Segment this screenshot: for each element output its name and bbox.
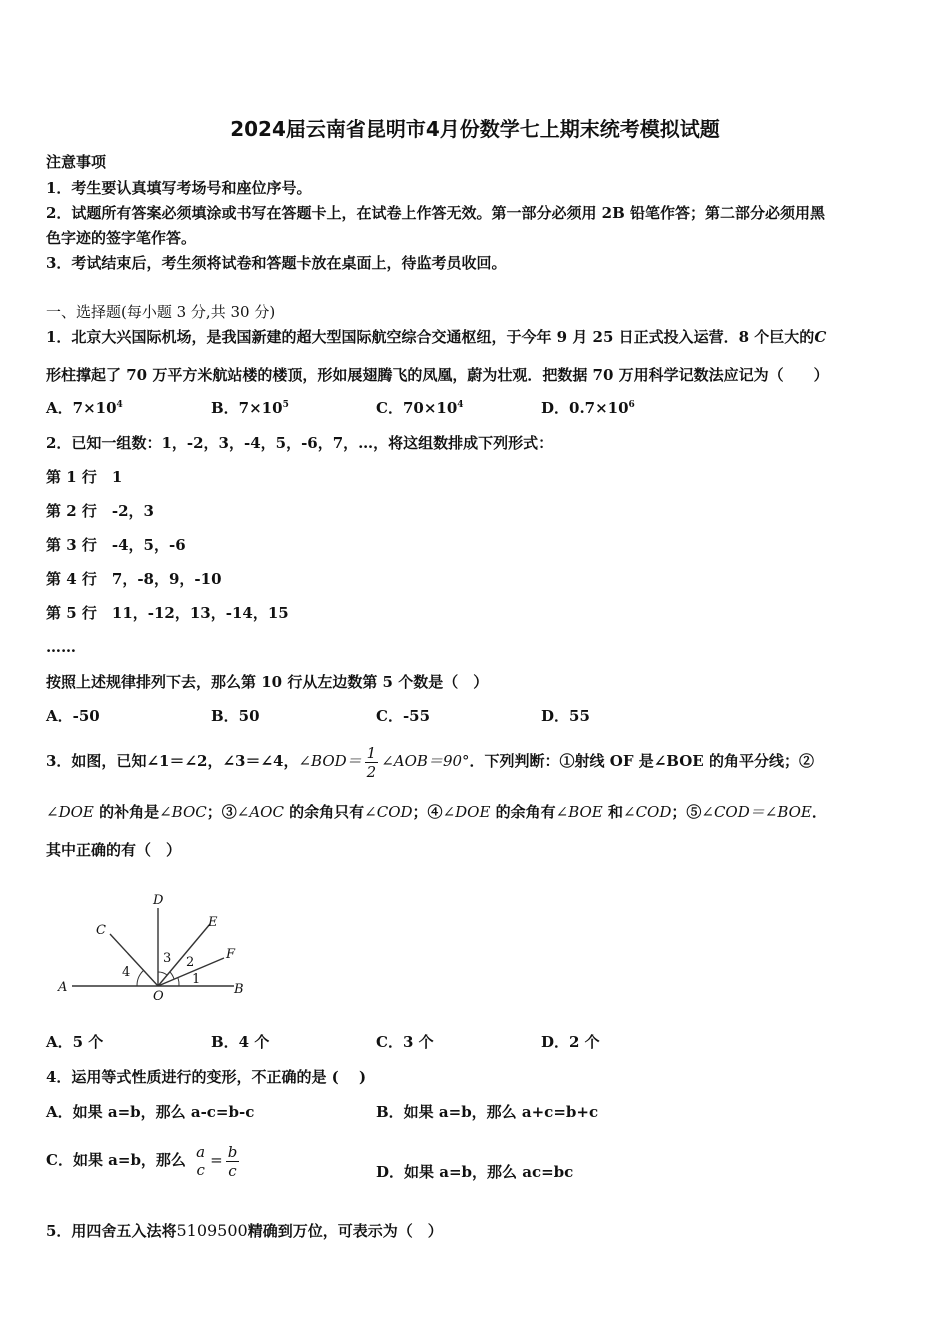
angle-arc-4: [137, 970, 144, 986]
q2-row: 第 5 行 11，-12，13，-14，15: [46, 604, 289, 622]
label-3: 3: [163, 951, 172, 966]
q4-option-d: D．如果 a=b，那么 ac=bc: [376, 1163, 574, 1181]
q3-line2-segment: ∠BOE: [555, 803, 603, 821]
label-2: 2: [186, 955, 195, 970]
q3-line2-segment: ∠DOE: [46, 803, 94, 821]
q3-line2-segment: ．: [811, 803, 827, 821]
page-title: 2024届云南省昆明市4月份数学七上期末统考模拟试题: [230, 117, 720, 141]
label-c: C: [96, 923, 106, 938]
q3-line2-segment: ∠DOE: [442, 803, 491, 821]
q1-c-letter: C: [814, 328, 827, 346]
q2-stem: 2．已知一组数：1，-2，3，-4，5，-6，7，…，将这组数排成下列形式：: [46, 434, 554, 452]
q2-option-c: C．-55: [376, 707, 431, 725]
q3-stem-line3: 其中正确的有（ ）: [46, 841, 182, 859]
q4-option-b: B．如果 a=b，那么 a+c=b+c: [376, 1103, 599, 1121]
q1-stem-line2: 形柱撑起了 70 万平方米航站楼的楼顶，形如展翅腾飞的凤凰，蔚为壮观．把数据 70 万用科学记数法应记为（ ）: [46, 366, 829, 384]
q3-stem-line2: [46, 802, 827, 822]
q3-option-a: A．5 个: [46, 1033, 104, 1051]
q1-option-d: D．$0.7\times 10^6$: [541, 399, 635, 417]
q3-line2-segment: ∠COD: [364, 803, 413, 821]
label-a: A: [58, 980, 68, 995]
notice-item: 1．考生要认真填写考场号和座位序号。: [46, 179, 312, 197]
q4-option-a: A．如果 a=b，那么 a-c=b-c: [46, 1103, 255, 1121]
q3-line2-segment: ∠COD＝∠BOE: [701, 803, 812, 821]
notice-item: 3．考试结束后，考生须将试卷和答题卡放在桌面上，待监考员收回。: [46, 254, 507, 272]
q1-option-c: C．$70\times 10^4$: [376, 399, 464, 417]
label-f: F: [226, 947, 236, 962]
q3-line2-segment: 和: [602, 803, 623, 821]
q2-ellipsis: ……: [46, 638, 76, 656]
q3-line2-segment: 的余角有: [490, 803, 556, 821]
angle-arc-3: [158, 972, 167, 975]
q3-line2-segment: ；③: [206, 803, 237, 821]
label-e: E: [208, 915, 218, 930]
ray-oc: [110, 934, 158, 986]
q3-line2-segment: ∠COD: [623, 803, 672, 821]
q4-stem: 4．运用等式性质进行的变形，不正确的是 ( ): [46, 1068, 367, 1086]
notice-item: 2．试题所有答案必须填涂或书写在答题卡上，在试卷上作答无效。第一部分必须用 2B 铅笔作答；第二部分必须用黑: [46, 204, 826, 222]
q1-text: 1．北京大兴国际机场，是我国新建的超大型国际航空综合交通枢纽，于今年 9 月 25 日正式投入运营．8 个巨大的: [46, 328, 815, 346]
q3-option-c: C．3 个: [376, 1033, 434, 1051]
label-1: 1: [192, 972, 201, 987]
q2-option-a: A．-50: [46, 707, 100, 725]
q2-row: 第 2 行 -2，3: [46, 502, 154, 520]
q3-option-d: D．2 个: [541, 1033, 600, 1051]
q2-question: 按照上述规律排列下去，那么第 10 行从左边数第 5 个数是（ ）: [46, 673, 489, 691]
q1-option-b: B．$7\times 10^5$: [211, 399, 289, 417]
label-d: D: [153, 893, 164, 908]
notice-item: 色字迹的签字笔作答。: [46, 229, 197, 247]
q3-line2-segment: ∠BOC: [159, 803, 207, 821]
angle-arc-2: [170, 972, 174, 979]
label-b: B: [234, 982, 244, 997]
q3-option-b: B．4 个: [211, 1033, 270, 1051]
label-4: 4: [122, 965, 131, 980]
q3-stem-line1: 3．如图，已知∠1＝∠2，∠3＝∠4，∠BOD＝ $\frac{1}{2}$ ∠AOB＝90°．下列判断：①射线 OF 是∠BOE 的角平分线；②: [46, 743, 814, 781]
q2-option-d: D．55: [541, 707, 590, 725]
q2-row: 第 3 行 -4，5，-6: [46, 536, 186, 554]
q2-row: 第 1 行 1: [46, 468, 123, 486]
notice-heading: 注意事项: [46, 153, 107, 171]
section-heading: 一、选择题(每小题 3 分,共 30 分): [46, 303, 276, 321]
fraction-a-over-c: a c: [196, 1143, 206, 1179]
q1-option-a: A．$7\times 10^4$: [46, 399, 123, 417]
fraction-half: $\frac{1}{2}$: [366, 743, 377, 781]
q3-line2-segment: 的余角只有: [283, 803, 365, 821]
q3-line2-segment: ∠AOC: [236, 803, 284, 821]
q3-line2-segment: ；④: [412, 803, 443, 821]
q2-row: 第 4 行 7，-8，9，-10: [46, 570, 222, 588]
q3-line2-segment: ；⑤: [671, 803, 702, 821]
angle-arc-1: [178, 978, 179, 986]
angle-figure: [50, 880, 290, 1010]
label-o: O: [153, 989, 164, 1004]
fraction-b-over-c: $\frac{b}{c}$: [227, 1142, 238, 1180]
q5-stem: 5．用四舍五入法将5109500精确到万位，可表示为（ ）: [46, 1221, 443, 1240]
q4-option-c: C．如果 a=b，那么 a c = $\frac{b}{c}$: [46, 1142, 238, 1180]
q1-stem-line1: [46, 327, 826, 347]
q3-line2-segment: 的补角是: [93, 803, 160, 821]
q2-option-b: B．50: [211, 707, 260, 725]
